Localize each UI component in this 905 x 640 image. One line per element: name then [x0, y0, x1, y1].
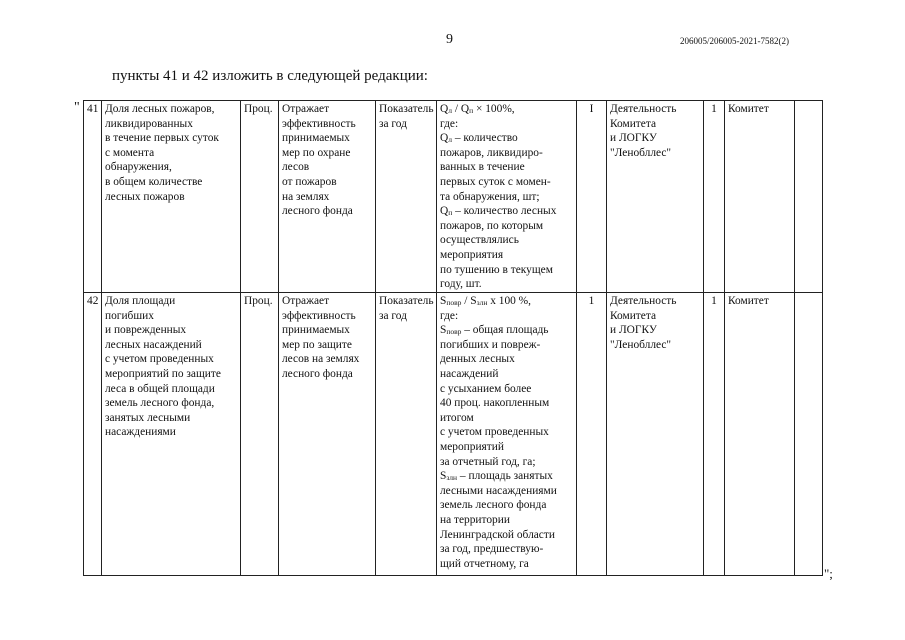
page-number: 9	[446, 32, 453, 47]
responsible-cell: Комитет	[725, 101, 795, 293]
source-cell: Деятельность Комитета и ЛОГКУ "Ленобллес"	[607, 101, 704, 293]
formula-cell: $S_{повр} / S_{злн}$ x 100 %, где: $S_{повр}$ – общая площадь погибших и повреж- денных лесных насаждений с усыханием более 40 проц. накопленным итогом с учетом проведенных мероприятий за отчетный год, га; $S_{злн}$ – площадь занятых лесными насаждениями земель лесного фонда на территории Ленинградской области за год, предшествую- щий отчетному, га	[437, 293, 577, 576]
empty-cell	[795, 293, 823, 576]
indicators-table	[83, 100, 823, 576]
document-id: 206005/206005-2021-7582(2)	[680, 36, 789, 46]
closing-quote: ";	[824, 566, 833, 581]
weight-cell: 1	[704, 293, 725, 576]
description-cell: Отражает эффективность принимаемых мер по охране лесов от пожаров на землях лесного фонда	[279, 101, 376, 293]
row-number: 41	[84, 101, 102, 293]
indicator-name: Доля площади погибших и поврежденных лесных насаждений с учетом проведенных мероприятий по защите леса в общей площади земель лесного фонда, занятых лесными насаждениями	[102, 293, 241, 576]
target-cell: 1	[577, 293, 607, 576]
formula-cell: $Q_л / Q_п \times 100\%$, где: $Q_л$ – количество пожаров, ликвидиро- ванных в течение первых суток с момен- та обнаружения, шт; $Q_п$ – количество лесных пожаров, по которым осуществлялись мероприятия по тушению в текущем году, шт.	[437, 101, 577, 293]
opening-quote: "	[74, 100, 80, 115]
table-row	[84, 293, 823, 576]
row-number: 42	[84, 293, 102, 576]
unit-cell: Проц.	[241, 293, 279, 576]
unit-cell: Проц.	[241, 101, 279, 293]
source-cell: Деятельность Комитета и ЛОГКУ "Ленобллес"	[607, 293, 704, 576]
responsible-cell: Комитет	[725, 293, 795, 576]
weight-cell: 1	[704, 101, 725, 293]
empty-cell	[795, 101, 823, 293]
intro-text: пункты 41 и 42 изложить в следующей редакции:	[112, 68, 428, 84]
description-cell: Отражает эффективность принимаемых мер по защите лесов на землях лесного фонда	[279, 293, 376, 576]
period-cell: Показатель за год	[376, 293, 437, 576]
table-row	[84, 101, 823, 293]
target-cell: I	[577, 101, 607, 293]
indicator-name: Доля лесных пожаров, ликвидированных в течение первых суток с момента обнаружения, в общем количестве лесных пожаров	[102, 101, 241, 293]
period-cell: Показатель за год	[376, 101, 437, 293]
